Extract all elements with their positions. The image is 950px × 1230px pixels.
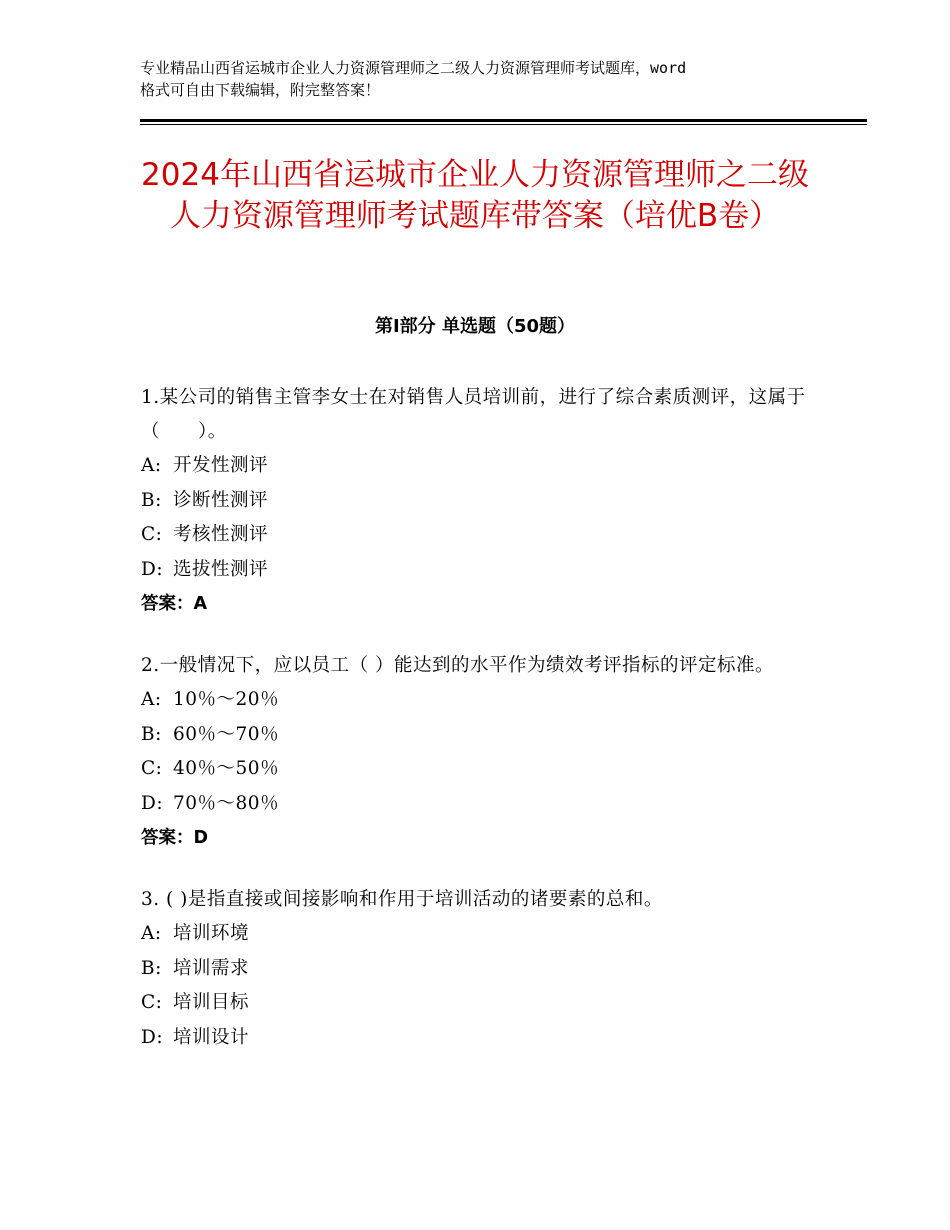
option-letter: A: — [141, 689, 162, 710]
option-a — [141, 683, 806, 718]
option-d — [141, 553, 806, 588]
option-letter: B: — [141, 489, 162, 511]
option-text: 开发性测评 — [173, 455, 269, 476]
option-letter: B: — [141, 957, 162, 979]
option-b — [141, 952, 806, 987]
header-note-line-1: 专业精品山西省运城市企业人力资源管理师之二级人力资源管理师考试题库，word — [140, 59, 687, 77]
option-letter: D: — [141, 1026, 164, 1048]
option-b — [141, 718, 806, 753]
option-c — [141, 518, 806, 553]
question-stem: 2.一般情况下，应以员工（ ）能达到的水平作为绩效考评指标的评定标准。 — [141, 655, 775, 676]
section-heading: 第Ⅰ部分 单选题（50题） — [374, 316, 575, 337]
option-d — [141, 787, 806, 822]
option-letter: D: — [141, 558, 164, 580]
option-text: 60％～70％ — [173, 723, 280, 745]
option-text: 40％～50％ — [173, 758, 280, 779]
question-stem: 1.某公司的销售主管李女士在对销售人员培训前，进行了综合素质测评，这属于（ ）。 — [141, 387, 806, 442]
option-letter: B: — [141, 723, 162, 745]
question-list — [141, 381, 806, 1083]
question-1 — [141, 381, 806, 621]
option-text: 诊断性测评 — [173, 489, 269, 511]
option-a — [141, 917, 806, 952]
option-text: 培训环境 — [173, 923, 250, 944]
question-2 — [141, 649, 806, 855]
option-letter: C: — [141, 524, 163, 545]
header-note-line-2: 格式可自由下载编辑，附完整答案！ — [140, 81, 381, 99]
option-letter: D: — [141, 792, 164, 814]
question-3 — [141, 883, 806, 1055]
question-stem: 3. ( )是指直接或间接影响和作用于培训活动的诸要素的总和。 — [141, 889, 663, 910]
option-b — [141, 484, 806, 519]
option-text: 培训目标 — [173, 992, 250, 1013]
document-title: 2024年山西省运城市企业人力资源管理师之二级人力资源管理师考试题库带答案（培优B卷） — [141, 157, 809, 234]
option-text: 10％～20％ — [173, 689, 280, 710]
option-text: 考核性测评 — [173, 524, 269, 545]
option-letter: C: — [141, 758, 163, 779]
option-d — [141, 1021, 806, 1056]
option-c — [141, 752, 806, 787]
option-text: 70％～80％ — [173, 792, 280, 814]
header-divider-thick — [140, 119, 867, 122]
option-text: 选拔性测评 — [173, 558, 269, 580]
option-letter: C: — [141, 992, 163, 1013]
option-text: 培训设计 — [173, 1026, 250, 1048]
option-letter: A: — [141, 455, 162, 476]
answer-line: 答案：A — [141, 594, 208, 614]
option-a — [141, 449, 806, 484]
option-c — [141, 986, 806, 1021]
header-divider-thin — [140, 124, 867, 125]
option-text: 培训需求 — [173, 957, 250, 979]
header-note — [140, 57, 830, 101]
option-letter: A: — [141, 923, 162, 944]
answer-line: 答案：D — [141, 828, 209, 848]
